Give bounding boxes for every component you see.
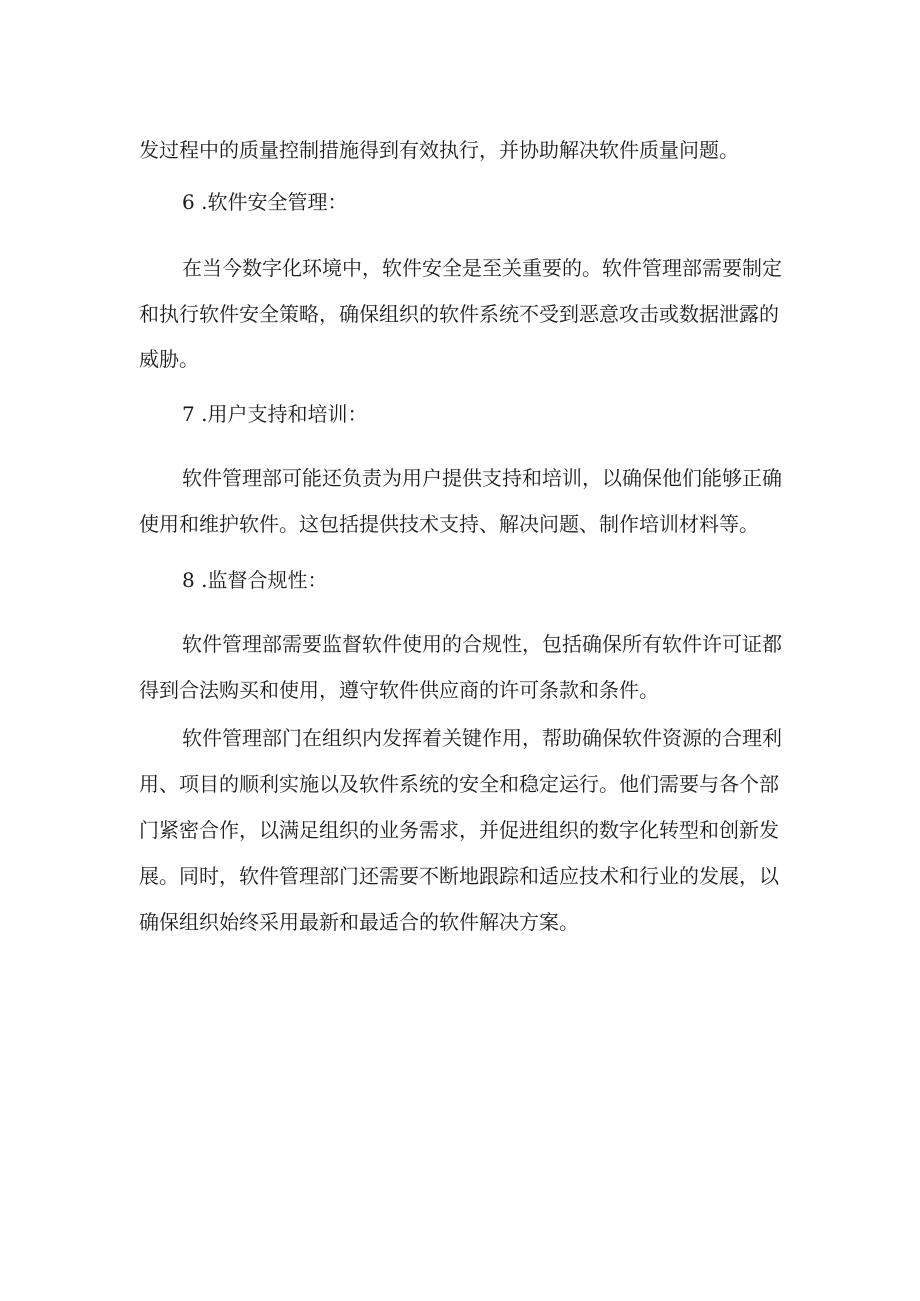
paragraph-line: 和执行软件安全策略，确保组织的软件系统不受到恶意攻击或数据泄露的 <box>139 302 779 326</box>
section-heading: 6 .软件安全管理： <box>182 190 348 214</box>
paragraph-line: 用、项目的顺利实施以及软件系统的安全和稳定运行。他们需要与各个部 <box>139 772 779 796</box>
paragraph-line: 在当今数字化环境中，软件安全是至关重要的。软件管理部需要制定 <box>182 256 782 280</box>
paragraph-line: 软件管理部可能还负责为用户提供支持和培训，以确保他们能够正确 <box>182 466 782 490</box>
paragraph-line: 发过程中的质量控制措施得到有效执行，并协助解决软件质量问题。 <box>139 138 739 162</box>
paragraph-line: 确保组织始终采用最新和最适合的软件解决方案。 <box>139 910 579 934</box>
paragraph-line: 展。同时，软件管理部门还需要不断地跟踪和适应技术和行业的发展，以 <box>139 864 779 888</box>
paragraph-line: 软件管理部需要监督软件使用的合规性，包括确保所有软件许可证都 <box>182 632 782 656</box>
paragraph-line: 门紧密合作，以满足组织的业务需求，并促进组织的数字化转型和创新发 <box>139 818 779 842</box>
section-heading: 7 .用户支持和培训： <box>182 402 368 426</box>
paragraph-line: 使用和维护软件。这包括提供技术支持、解决问题、制作培训材料等。 <box>139 512 759 536</box>
paragraph-line: 威胁。 <box>139 347 199 371</box>
paragraph-line: 软件管理部门在组织内发挥着关键作用，帮助确保软件资源的合理利 <box>182 726 782 750</box>
section-heading: 8 .监督合规性： <box>182 568 328 592</box>
paragraph-line: 得到合法购买和使用，遵守软件供应商的许可条款和条件。 <box>139 678 659 702</box>
